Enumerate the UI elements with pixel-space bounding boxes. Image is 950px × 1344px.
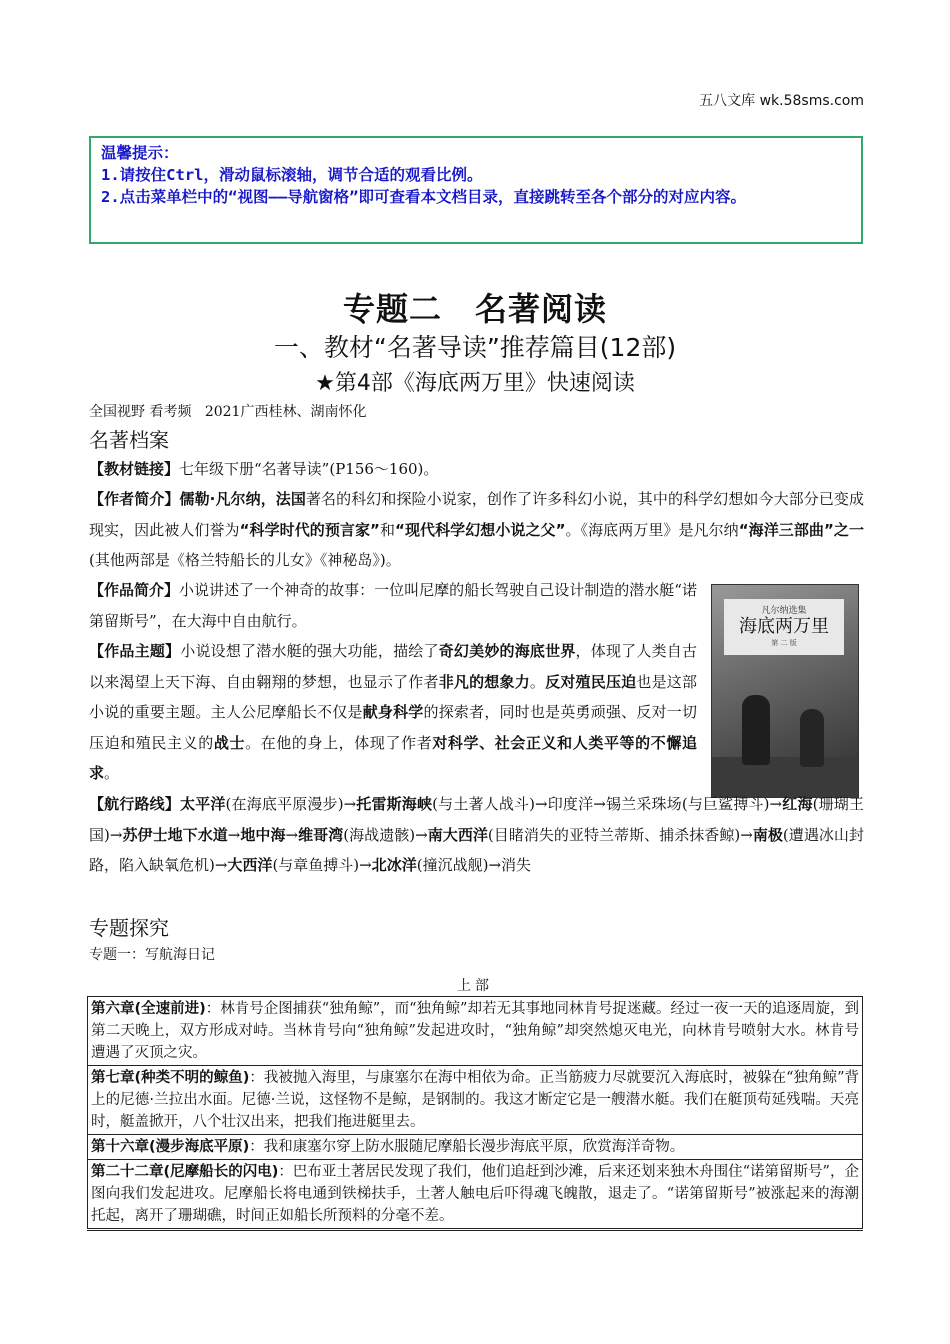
chapter-title: 第十六章(漫步海底平原) — [91, 1139, 250, 1155]
table-row — [88, 1160, 863, 1229]
table-cell — [88, 1066, 863, 1135]
table-row — [88, 1066, 863, 1135]
tip-box — [89, 136, 863, 244]
site-watermark: 五八文库 wk.58sms.com — [699, 93, 864, 109]
route-place: 地中海 — [240, 825, 286, 844]
intro-text: 小说讲述了一个神奇的故事：一位叫尼摩的船长驾驶自己设计制造的潜水艇“诺第留斯号”，在大海中自由航行。 — [89, 581, 697, 630]
route-place: 维哥湾 — [298, 825, 344, 844]
author-label: 【作者简介】 — [89, 490, 180, 508]
route-place: 托雷斯海峡 — [356, 795, 433, 813]
paragraph-intro — [89, 575, 697, 636]
route-note: (遭遇冰山封路，陷入缺氧危机)→ — [89, 825, 864, 874]
table-row — [88, 997, 863, 1066]
exam-frequency-value: 2021广西桂林、湖南怀化 — [204, 404, 367, 420]
tip-line-1: 1.请按住Ctrl，滑动鼠标滚轴，调节合适的观看比例。 — [101, 166, 483, 184]
table-cell — [88, 1160, 863, 1229]
chapter-table — [87, 996, 863, 1229]
chapter-title: 第七章(种类不明的鲸鱼) — [91, 1070, 250, 1086]
book-cover-title-box — [724, 599, 844, 655]
theme-text-2: ，体现了人类自古以来渴望上天下海、自由翱翔的梦想，也显示了作者 — [89, 642, 697, 691]
route-note: (与土著人战斗)→印度洋→锡兰采珠场(与巨鲨搏斗)→ — [432, 795, 783, 813]
topic-one-heading: 专题一：写航海日记 — [89, 947, 215, 963]
author-text-1: 著名的科幻和探险小说家，创作了许多科幻小说，其中的科学幻想如今大部分已变成现实，因此被人们誉为 — [89, 490, 864, 539]
table-cell — [88, 997, 863, 1066]
chapter-summary: ：我被抛入海里，与康塞尔在海中相依为命。正当筋疲力尽就要沉入海底时，被躲在“独角鲸”背上的尼德·兰拉出水面。尼德·兰说，这怪物不是鲸，是钢制的。我这才断定它是一艘潜水艇。我们在艇顶苟延残喘。天亮时，艇盖掀开，八个壮汉出来，把我们拖进艇里去。 — [91, 1070, 859, 1130]
book-cover-name: 海底两万里 — [739, 616, 829, 637]
table-row — [88, 1135, 863, 1160]
theme-emph-1: 奇幻美妙的海底世界 — [438, 642, 576, 660]
table-caption: 上部 — [457, 978, 493, 994]
theme-text-4: 也是这部小说的重要主题。主人公尼摩船长不仅是 — [89, 672, 697, 721]
route-note: → — [285, 825, 299, 844]
route-place: 南极 — [752, 825, 783, 844]
footer-divider — [87, 1230, 863, 1231]
theme-emph-6: 对科学、社会正义和人类平等的不懈追求 — [89, 733, 697, 782]
route-place: 南大西洋 — [427, 825, 488, 844]
author-text-2: 和 — [379, 520, 396, 539]
paragraph-route — [89, 789, 864, 881]
chapter-summary: ：我和康塞尔穿上防水服随尼摩船长漫步海底平原，欣赏海洋奇物。 — [249, 1139, 685, 1155]
chapter-title: 第六章(全速前进) — [91, 1001, 206, 1017]
author-text-3: 。《海底两万里》是凡尔纳 — [565, 520, 739, 539]
exam-frequency — [89, 401, 366, 421]
author-text-4: (其他两部是《格兰特船长的儿女》《神秘岛》)。 — [89, 551, 401, 569]
route-place: 大西洋 — [227, 856, 273, 874]
theme-emph-4: 献身科学 — [362, 703, 424, 721]
book-cover-author: 凡尔纳选集 — [761, 606, 807, 616]
tip-line-2: 2.点击菜单栏中的“视图——导航窗格”即可查看本文档目录，直接跳转至各个部分的对应内容。 — [101, 188, 746, 206]
table-cell — [88, 1135, 863, 1160]
chapter-title: 第二十二章(尼摩船长的闪电) — [91, 1164, 279, 1180]
tip-heading: 温馨提示： — [101, 144, 179, 162]
section-heading-topics: 专题探究 — [89, 916, 169, 940]
route-note: (目睹消失的亚特兰蒂斯、捕杀抹香鲸)→ — [487, 825, 753, 844]
author-emph-1: “科学时代的预言家” — [239, 520, 380, 539]
author-name: 儒勒·凡尔纳，法国 — [179, 490, 306, 508]
route-note: (撞沉战舰)→消失 — [416, 856, 532, 874]
theme-text-7: 。 — [104, 764, 120, 782]
theme-label: 【作品主题】 — [89, 642, 181, 660]
book-cover-figure — [800, 709, 824, 767]
book-cover-image — [711, 584, 859, 798]
theme-text-5: 的探索者，同时也是英勇顽强、反对一切压迫和殖民主义的 — [89, 703, 697, 752]
route-place: 北冰洋 — [371, 856, 417, 874]
book-heading: ★第4部《海底两万里》快速阅读 — [315, 371, 635, 396]
page-title: 专题二 名著阅读 — [342, 290, 607, 328]
route-note: (珊瑚王国)→ — [89, 795, 864, 844]
theme-text-6: 。在他的身上，体现了作者 — [245, 733, 433, 752]
route-note: → — [227, 825, 241, 844]
route-note: (海战遗骸)→ — [343, 825, 428, 844]
route-place: 太平洋 — [180, 795, 226, 813]
chapter-summary: ：巴布亚土著居民发现了我们，他们追赶到沙滩，后来还划来独木舟围住“诺第留斯号”，企图向我们发起进攻。尼摩船长将电通到铁梯扶手，土著人触电后吓得魂飞魄散，退走了。“诺第留斯号”被涨起来的海潮托起，离开了珊瑚礁，时间正如船长所预料的分毫不差。 — [91, 1164, 859, 1224]
link-text: 七年级下册“名著导读”(P156～160)。 — [179, 460, 439, 478]
theme-emph-2: 非凡的想象力 — [438, 672, 530, 691]
intro-label: 【作品简介】 — [89, 581, 180, 599]
theme-text-3: 。 — [529, 672, 546, 691]
book-cover-volume: 第 二 版 — [771, 639, 797, 647]
section-heading-archive: 名著档案 — [89, 428, 169, 452]
route-place: 苏伊士地下水道 — [122, 825, 228, 844]
theme-emph-5: 战士 — [213, 733, 246, 752]
author-emph-2: “现代科学幻想小说之父” — [395, 520, 566, 539]
route-note: (在海底平原漫步)→ — [225, 795, 357, 813]
route-note: (与章鱼搏斗)→ — [272, 856, 372, 874]
paragraph-link — [89, 454, 864, 485]
paragraph-author — [89, 484, 864, 576]
chapter-summary: ：林肯号企图捕获“独角鲸”，而“独角鲸”却若无其事地同林肯号捉迷藏。经过一夜一天的追逐周旋，到第二天晚上，双方形成对峙。当林肯号向“独角鲸”发起进攻时，“独角鲸”却突然熄灭电光，向林肯号喷射大水。林肯号遭遇了灭顶之灾。 — [91, 1001, 859, 1061]
link-label: 【教材链接】 — [89, 460, 180, 478]
theme-emph-3: 反对殖民压迫 — [545, 672, 637, 691]
book-cover-figure — [742, 695, 770, 765]
route-label: 【航行路线】 — [89, 795, 181, 813]
exam-frequency-label: 全国视野 看考频 — [89, 404, 192, 420]
author-emph-3: “海洋三部曲”之一 — [738, 520, 864, 539]
route-place: 红海 — [782, 795, 813, 813]
page-subtitle: 一、教材“名著导读”推荐篇目(12部) — [273, 333, 677, 362]
theme-text-1: 小说设想了潜水艇的强大功能，描绘了 — [180, 642, 439, 660]
paragraph-theme — [89, 636, 697, 789]
